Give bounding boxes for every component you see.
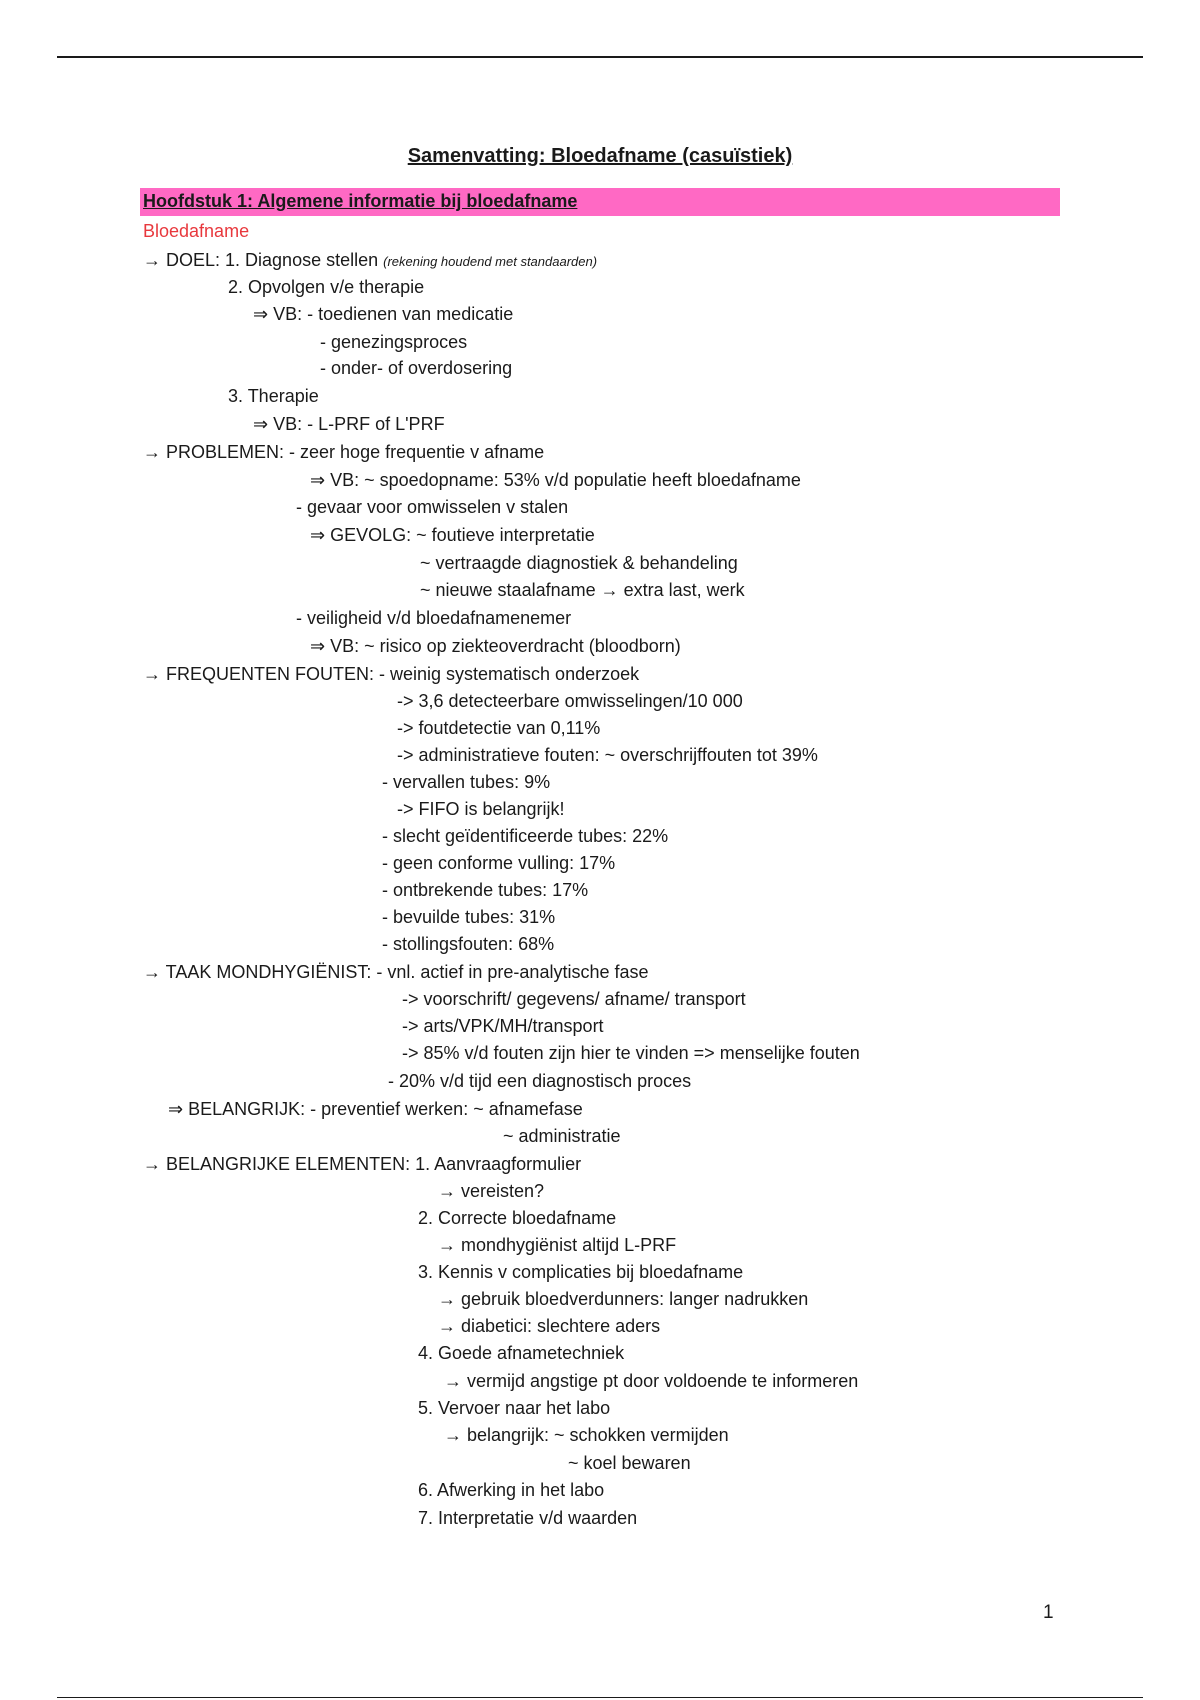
text-line: - vervallen tubes: 9%: [382, 772, 551, 792]
footer-rule: [57, 1697, 1143, 1698]
page-number: 1: [1043, 1602, 1054, 1623]
text-line: → vermijd angstige pt door voldoende te informeren: [444, 1371, 859, 1391]
text-line: 2. Opvolgen v/e therapie: [228, 277, 425, 297]
text-line: - slecht geïdentificeerde tubes: 22%: [382, 826, 669, 846]
document-title: Samenvatting: Bloedafname (casuïstiek): [407, 145, 793, 167]
text-line: 3. Therapie: [228, 386, 319, 406]
text-line: -> administratieve fouten: ~ overschrijffouten tot 39%: [397, 745, 818, 765]
text-line: → BELANGRIJKE ELEMENTEN: 1. Aanvraagformulier: [143, 1154, 582, 1174]
text-line: ⇒ VB: - L-PRF of L'PRF: [253, 414, 445, 434]
text-line: - 20% v/d tijd een diagnostisch proces: [388, 1071, 692, 1091]
header-rule: [57, 56, 1143, 58]
text-line: → belangrijk: ~ schokken vermijden: [444, 1425, 729, 1445]
text-line: - geen conforme vulling: 17%: [382, 853, 616, 873]
text-line: → PROBLEMEN: - zeer hoge frequentie v afname: [143, 442, 545, 462]
text-line: - genezingsproces: [320, 332, 468, 352]
text-line: 4. Goede afnametechniek: [418, 1343, 625, 1363]
text-line: -> 3,6 detecteerbare omwisselingen/10 000: [397, 691, 743, 711]
text-line: ⇒ BELANGRIJK: - preventief werken: ~ afnamefase: [168, 1099, 583, 1119]
text-line: - gevaar voor omwisselen v stalen: [296, 497, 569, 517]
text-line: ~ koel bewaren: [568, 1453, 691, 1473]
text-line: -> foutdetectie van 0,11%: [397, 718, 601, 738]
text-line: ⇒ VB: - toedienen van medicatie: [253, 304, 514, 324]
text-line: ⇒ VB: ~ risico op ziekteoverdracht (bloodborn): [310, 636, 681, 656]
text-line: - stollingsfouten: 68%: [382, 934, 555, 954]
text-line: -> voorschrift/ gegevens/ afname/ transport: [402, 989, 746, 1009]
chapter-heading: Hoofdstuk 1: Algemene informatie bij bloedafname: [143, 191, 578, 211]
text-line: ⇒ VB: ~ spoedopname: 53% v/d populatie heeft bloedafname: [310, 470, 801, 490]
text-line: → gebruik bloedverdunners: langer nadrukken: [438, 1289, 809, 1309]
text-line: - bevuilde tubes: 31%: [382, 907, 556, 927]
text-line: - veiligheid v/d bloedafnamenemer: [296, 608, 572, 628]
text-line: -> 85% v/d fouten zijn hier te vinden => menselijke fouten: [402, 1043, 860, 1063]
text-line: → FREQUENTEN FOUTEN: - weinig systematisch onderzoek: [143, 664, 640, 684]
text-line: → mondhygiënist altijd L-PRF: [438, 1235, 677, 1255]
text-line: ⇒ GEVOLG: ~ foutieve interpretatie: [310, 525, 595, 545]
text-line: ~ administratie: [503, 1126, 621, 1146]
section-heading: Bloedafname: [143, 221, 250, 241]
text-line: [143, 249, 597, 273]
text-line: → TAAK MONDHYGIËNIST: - vnl. actief in pre-analytische fase: [143, 962, 649, 982]
text-line: 5. Vervoer naar het labo: [418, 1398, 611, 1418]
text-line: ~ vertraagde diagnostiek & behandeling: [420, 553, 738, 573]
text-line: ~ nieuwe staalafname → extra last, werk: [420, 580, 745, 600]
text-line: 6. Afwerking in het labo: [418, 1480, 605, 1500]
text-line-note: (rekening houdend met standaarden): [383, 254, 598, 269]
text-line: → diabetici: slechtere aders: [438, 1316, 661, 1336]
text-line: - onder- of overdosering: [320, 358, 513, 378]
text-line: 2. Correcte bloedafname: [418, 1208, 617, 1228]
text-line: -> arts/VPK/MH/transport: [402, 1016, 604, 1036]
text-line-main: → DOEL: 1. Diagnose stellen: [143, 250, 384, 270]
text-line: 3. Kennis v complicaties bij bloedafname: [418, 1262, 744, 1282]
text-line: → vereisten?: [438, 1181, 545, 1201]
text-line: -> FIFO is belangrijk!: [397, 799, 565, 819]
text-line: - ontbrekende tubes: 17%: [382, 880, 589, 900]
text-line: 7. Interpretatie v/d waarden: [418, 1508, 638, 1528]
